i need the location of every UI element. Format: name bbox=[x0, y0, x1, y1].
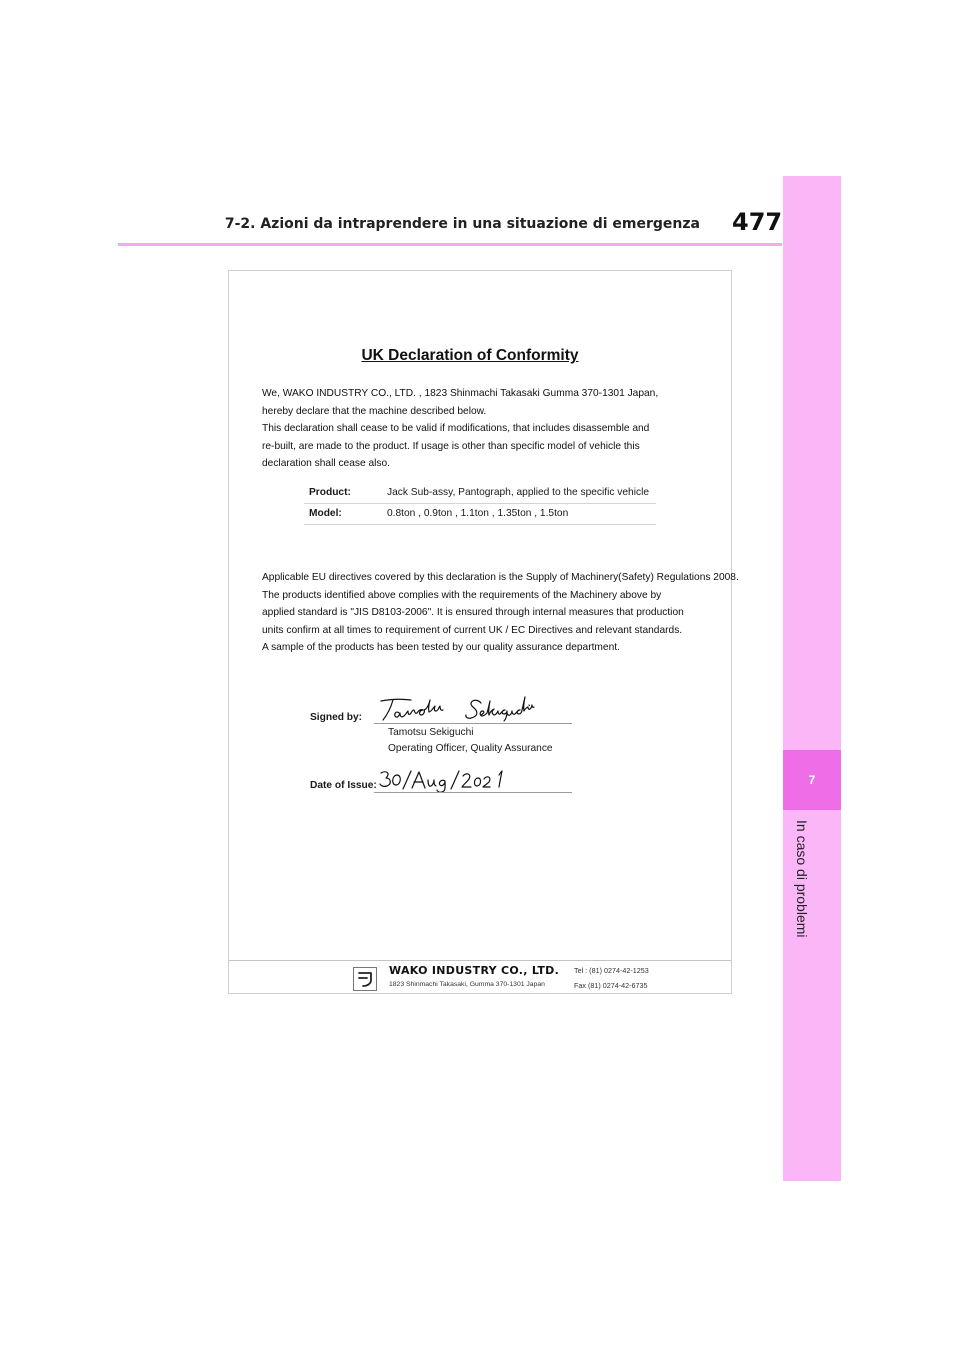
certificate-title: UK Declaration of Conformity bbox=[361, 347, 579, 364]
signer-name: Tamotsu Sekiguchi bbox=[388, 727, 474, 738]
page-number: 477 bbox=[732, 208, 783, 236]
signer-role: Operating Officer, Quality Assurance bbox=[388, 743, 553, 754]
model-value: 0.8ton , 0.9ton , 1.1ton , 1.35ton , 1.5ton bbox=[387, 508, 569, 519]
certificate-intro bbox=[262, 385, 702, 473]
intro-line: This declaration shall cease to be valid if modifications, that includes disassemble and bbox=[262, 423, 650, 435]
certificate-footer-divider bbox=[229, 960, 731, 961]
signature-line bbox=[374, 723, 572, 724]
date-of-issue-label: Date of Issue: bbox=[310, 780, 377, 791]
product-label: Product: bbox=[309, 487, 351, 498]
company-fax: Fax (81) 0274-42-6735 bbox=[574, 981, 648, 990]
handwritten-date bbox=[379, 769, 509, 793]
signed-by-label: Signed by: bbox=[310, 712, 363, 723]
declaration-certificate bbox=[228, 270, 739, 994]
chapter-label: In caso di problemi bbox=[794, 820, 810, 938]
company-name: WAKO INDUSTRY CO., LTD. bbox=[389, 964, 560, 977]
company-tel: Tel : (81) 0274-42-1253 bbox=[574, 966, 649, 975]
body-line: units confirm at all times to requirement of current UK / EC Directives and relevant standards. bbox=[262, 624, 683, 636]
chapter-number-tab: 7 bbox=[783, 750, 841, 810]
chapter-side-strip bbox=[783, 176, 841, 1181]
product-value: Jack Sub-assy, Pantograph, applied to the specific vehicle bbox=[387, 487, 650, 498]
body-line: A sample of the products has been tested by our quality assurance department. bbox=[262, 642, 620, 654]
intro-line: hereby declare that the machine described below. bbox=[262, 405, 487, 417]
intro-line: re-built, are made to the product. If usage is other than specific model of vehicle this bbox=[262, 440, 640, 452]
model-row bbox=[304, 504, 656, 525]
body-line: applied standard is "JIS D8103-2006". It is ensured through internal measures that production bbox=[262, 607, 684, 619]
section-title: 7-2. Azioni da intraprendere in una situazione di emergenza bbox=[224, 216, 700, 232]
intro-line: declaration shall cease also. bbox=[262, 458, 390, 470]
handwritten-signature bbox=[377, 695, 547, 723]
intro-line: We, WAKO INDUSTRY CO., LTD. , 1823 Shinmachi Takasaki Gumma 370-1301 Japan, bbox=[262, 388, 659, 399]
body-line: Applicable EU directives covered by this declaration is the Supply of Machinery(Safety) Regulations 2008. bbox=[262, 572, 739, 583]
company-logo-icon bbox=[353, 967, 377, 991]
date-line bbox=[374, 792, 572, 793]
product-table bbox=[304, 483, 656, 525]
model-label: Model: bbox=[309, 508, 342, 519]
certificate-body bbox=[262, 569, 739, 657]
header-rule bbox=[118, 243, 782, 246]
product-row bbox=[304, 483, 656, 504]
body-line: The products identified above complies with the requirements of the Machinery above by bbox=[262, 589, 662, 601]
company-address: 1823 Shinmachi Takasaki, Gumma 370-1301 Japan bbox=[389, 981, 545, 988]
